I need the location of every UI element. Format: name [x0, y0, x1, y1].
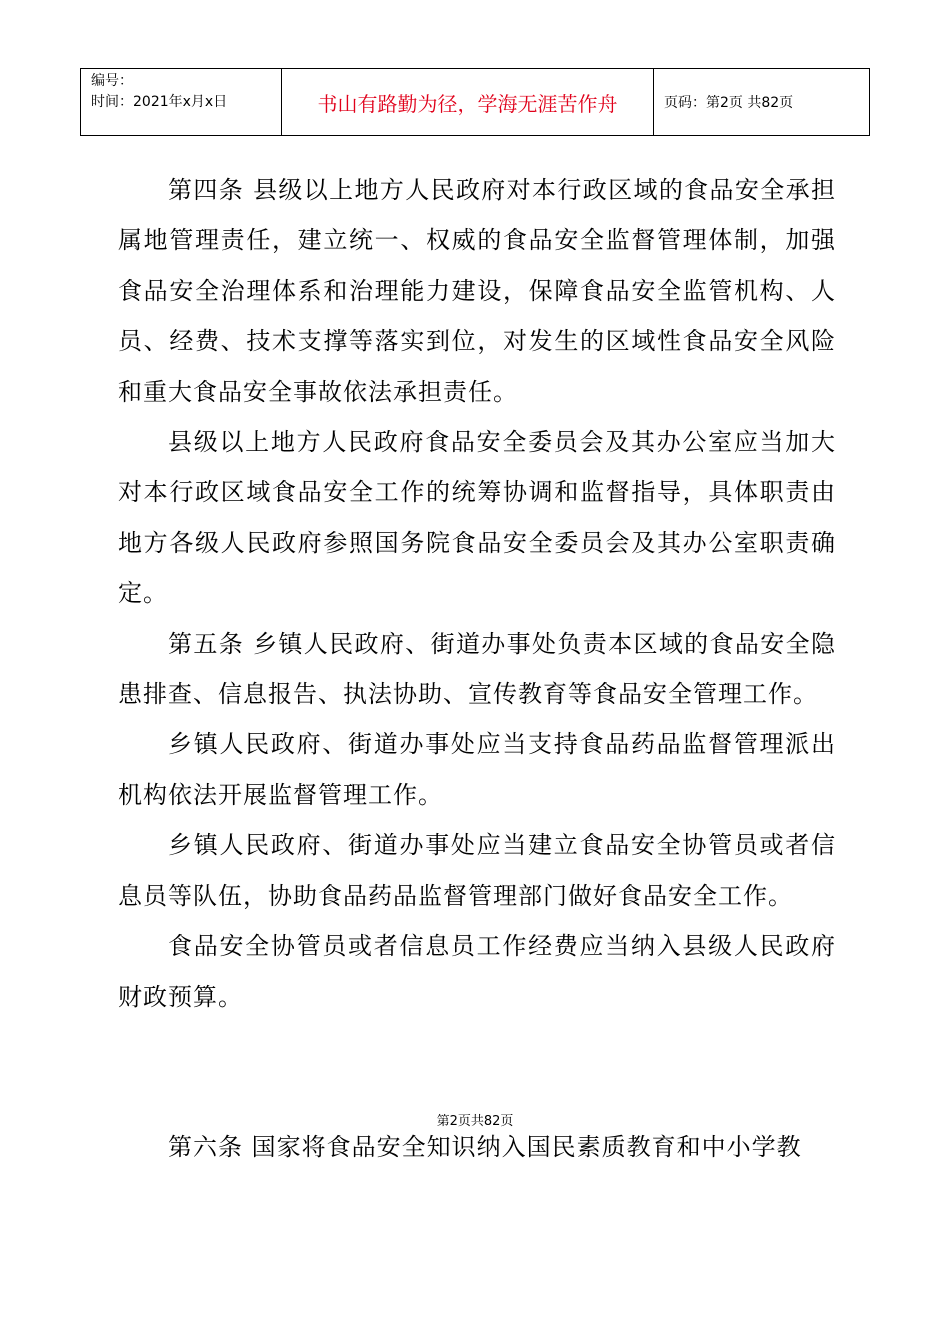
food-safety-committee-paragraph: 县级以上地方人民政府食品安全委员会及其办公室应当加大对本行政区域食品安全工作的统筹协调和监督指导，具体职责由地方各级人民政府参照国务院食品安全委员会及其办公室职责确定。: [118, 428, 836, 608]
header-info-cell: [81, 69, 282, 135]
header-page-cell: [654, 69, 869, 135]
header-motto: 书山有路勤为径，学海无涯苦作舟: [317, 91, 618, 116]
header-page-label: 页码：第2页 共82页: [664, 95, 794, 111]
article-6-paragraph: 第六条 国家将食品安全知识纳入国民素质教育和中小学教: [168, 1133, 802, 1161]
document-body: [118, 165, 836, 1022]
coordinator-funding-paragraph: 食品安全协管员或者信息员工作经费应当纳入县级人民政府财政预算。: [118, 932, 836, 1011]
document-header: [80, 68, 870, 136]
date-label: 时间：2021年x月x日: [91, 94, 228, 110]
serial-label: 编号：: [91, 73, 133, 89]
coordinator-team-paragraph: 乡镇人民政府、街道办事处应当建立食品安全协管员或者信息员等队伍，协助食品药品监督管理部门做好食品安全工作。: [118, 831, 836, 910]
document-body-continued: [118, 1122, 836, 1172]
header-motto-cell: [282, 69, 654, 135]
township-support-paragraph: 乡镇人民政府、街道办事处应当支持食品药品监督管理派出机构依法开展监督管理工作。: [118, 730, 836, 809]
article-5-paragraph: 第五条 乡镇人民政府、街道办事处负责本区域的食品安全隐患排查、信息报告、执法协助、宣传教育等食品安全管理工作。: [118, 629, 836, 709]
article-4-paragraph: 第四条 县级以上地方人民政府对本行政区域的食品安全承担属地管理责任，建立统一、权威的食品安全监督管理体制，加强食品安全治理体系和治理能力建设，保障食品安全监管机构、人员、经费、技术支撑等落实到位，对发生的区域性食品安全风险和重大食品安全事故依法承担责任。: [118, 176, 836, 406]
footer-page-number: 第2页共82页: [436, 1114, 514, 1129]
